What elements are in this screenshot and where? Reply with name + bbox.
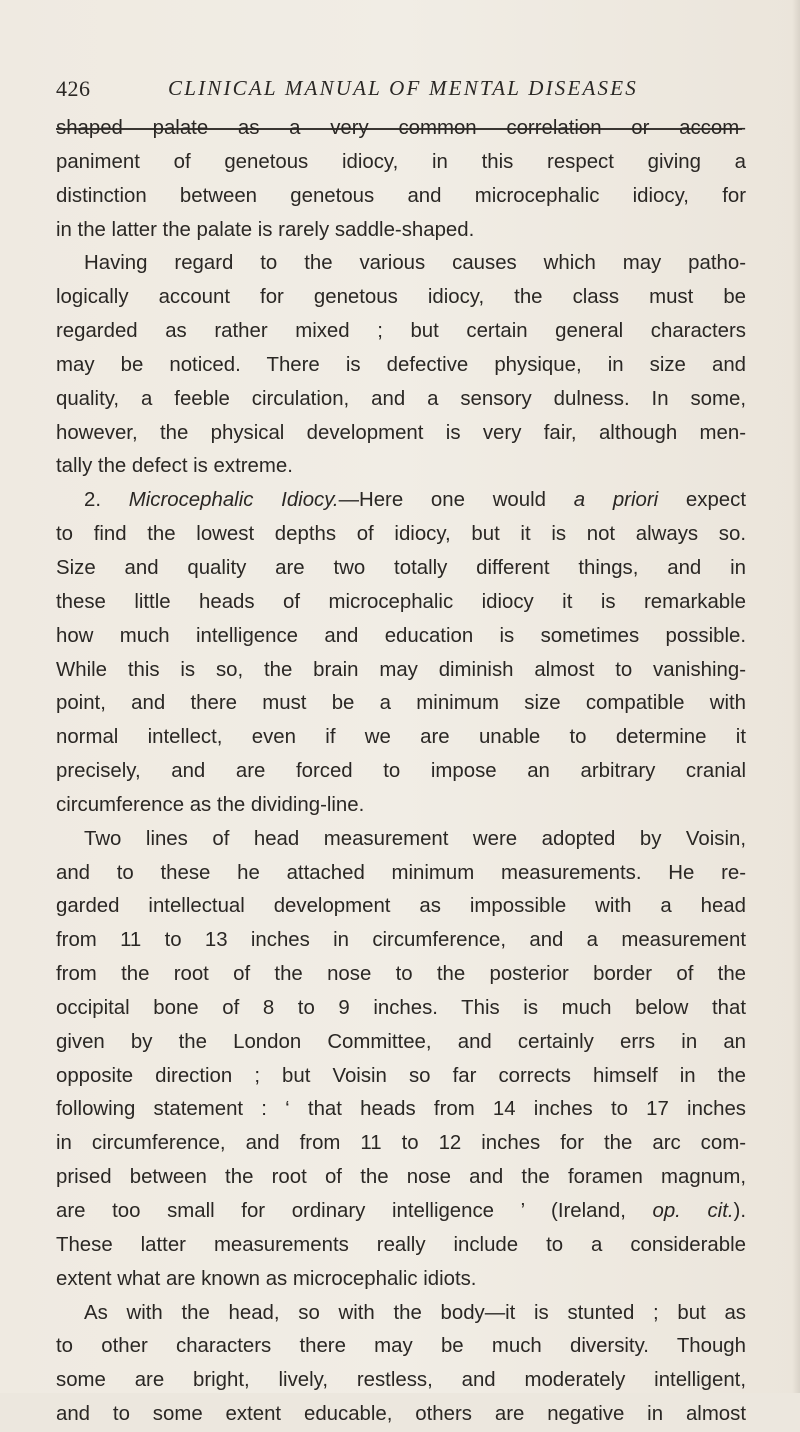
page-number: 426	[56, 76, 91, 101]
text-line: in circumference, and from 11 to 12 inches for the arc com-	[56, 1132, 746, 1155]
text-line: normal intellect, even if we are unable to determine it	[56, 726, 746, 749]
text-line: however, the physical development is very fair, although men-	[56, 421, 746, 444]
text-line: precisely, and are forced to impose an arbitrary cranial	[56, 760, 746, 783]
text-line: from the root of the nose to the posterior border of the	[56, 963, 746, 986]
text-line: logically account for genetous idiocy, the class must be	[56, 286, 746, 309]
text-fragment: ).	[733, 1200, 746, 1222]
text-line: shaped palate as a very common correlation or accom-	[56, 117, 746, 139]
text-line: Two lines of head measurement were adopted by Voisin,	[84, 827, 746, 850]
text-line: garded intellectual development as impossible with a head	[56, 895, 746, 918]
text-line: may be noticed. There is defective physique, in size and	[56, 353, 746, 376]
latin-phrase: a priori	[573, 489, 659, 512]
text-line: circumference as the dividing-line.	[56, 793, 365, 816]
section-number: 2.	[84, 489, 129, 512]
citation-op-cit: op. cit.	[652, 1200, 734, 1222]
body-text	[56, 112, 746, 1432]
text-line: from 11 to 13 inches in circumference, and a measurement	[56, 929, 746, 952]
text-line: regarded as rather mixed ; but certain general characters	[56, 320, 746, 343]
text-line: to other characters there may be much diversity. Though	[56, 1335, 746, 1358]
section-heading-line	[56, 484, 746, 518]
text-line: in the latter the palate is rarely saddle-shaped.	[56, 218, 475, 241]
text-line: how much intelligence and education is sometimes possible.	[56, 624, 746, 647]
text-line: given by the London Committee, and certainly errs in an	[56, 1030, 746, 1053]
text-line: tally the defect is extreme.	[56, 455, 293, 478]
text-line: These latter measurements really include to a considerable	[56, 1233, 746, 1256]
text-line: quality, a feeble circulation, and a sensory dulness. In some,	[56, 387, 746, 410]
text-line: opposite direction ; but Voisin so far corrects himself in the	[56, 1064, 746, 1087]
text-line: Size and quality are two totally different things, and in	[56, 556, 746, 579]
text-line: paniment of genetous idiocy, in this respect giving a	[56, 150, 746, 173]
text-line: and to some extent educable, others are negative in almost	[56, 1403, 746, 1426]
text-line: As with the head, so with the body—it is stunted ; but as	[84, 1301, 746, 1324]
running-head-title: CLINICAL MANUAL OF MENTAL DISEASES	[168, 76, 638, 100]
text-line: extent what are known as microcephalic idiots.	[56, 1267, 477, 1290]
text-fragment: —Here one would	[338, 489, 574, 512]
running-head	[56, 76, 736, 116]
page-edge-shadow	[792, 0, 800, 1393]
text-line: these little heads of microcephalic idiocy it is remarkable	[56, 590, 746, 613]
text-line: distinction between genetous and microcephalic idiocy, for	[56, 184, 746, 207]
text-fragment: are too small for ordinary intelligence ’ (Ireland,	[56, 1200, 653, 1222]
text-line: While this is so, the brain may diminish almost to vanishing-	[56, 658, 746, 681]
text-fragment: expect	[658, 489, 746, 512]
text-line: point, and there must be a minimum size compatible with	[56, 692, 746, 715]
text-line: and to these he attached minimum measurements. He re-	[56, 861, 746, 884]
text-line: Having regard to the various causes which may patho-	[84, 252, 746, 275]
section-title-microcephalic-idiocy: Microcephalic Idiocy.	[128, 489, 339, 512]
text-line: following statement : ‘ that heads from 14 inches to 17 inches	[56, 1098, 746, 1121]
text-line: to find the lowest depths of idiocy, but it is not always so.	[56, 523, 746, 546]
citation-line	[56, 1195, 746, 1229]
text-line: some are bright, lively, restless, and moderately intelligent,	[56, 1369, 746, 1392]
text-line: occipital bone of 8 to 9 inches. This is much below that	[56, 996, 746, 1019]
text-line: prised between the root of the nose and the foramen magnum,	[56, 1166, 746, 1189]
